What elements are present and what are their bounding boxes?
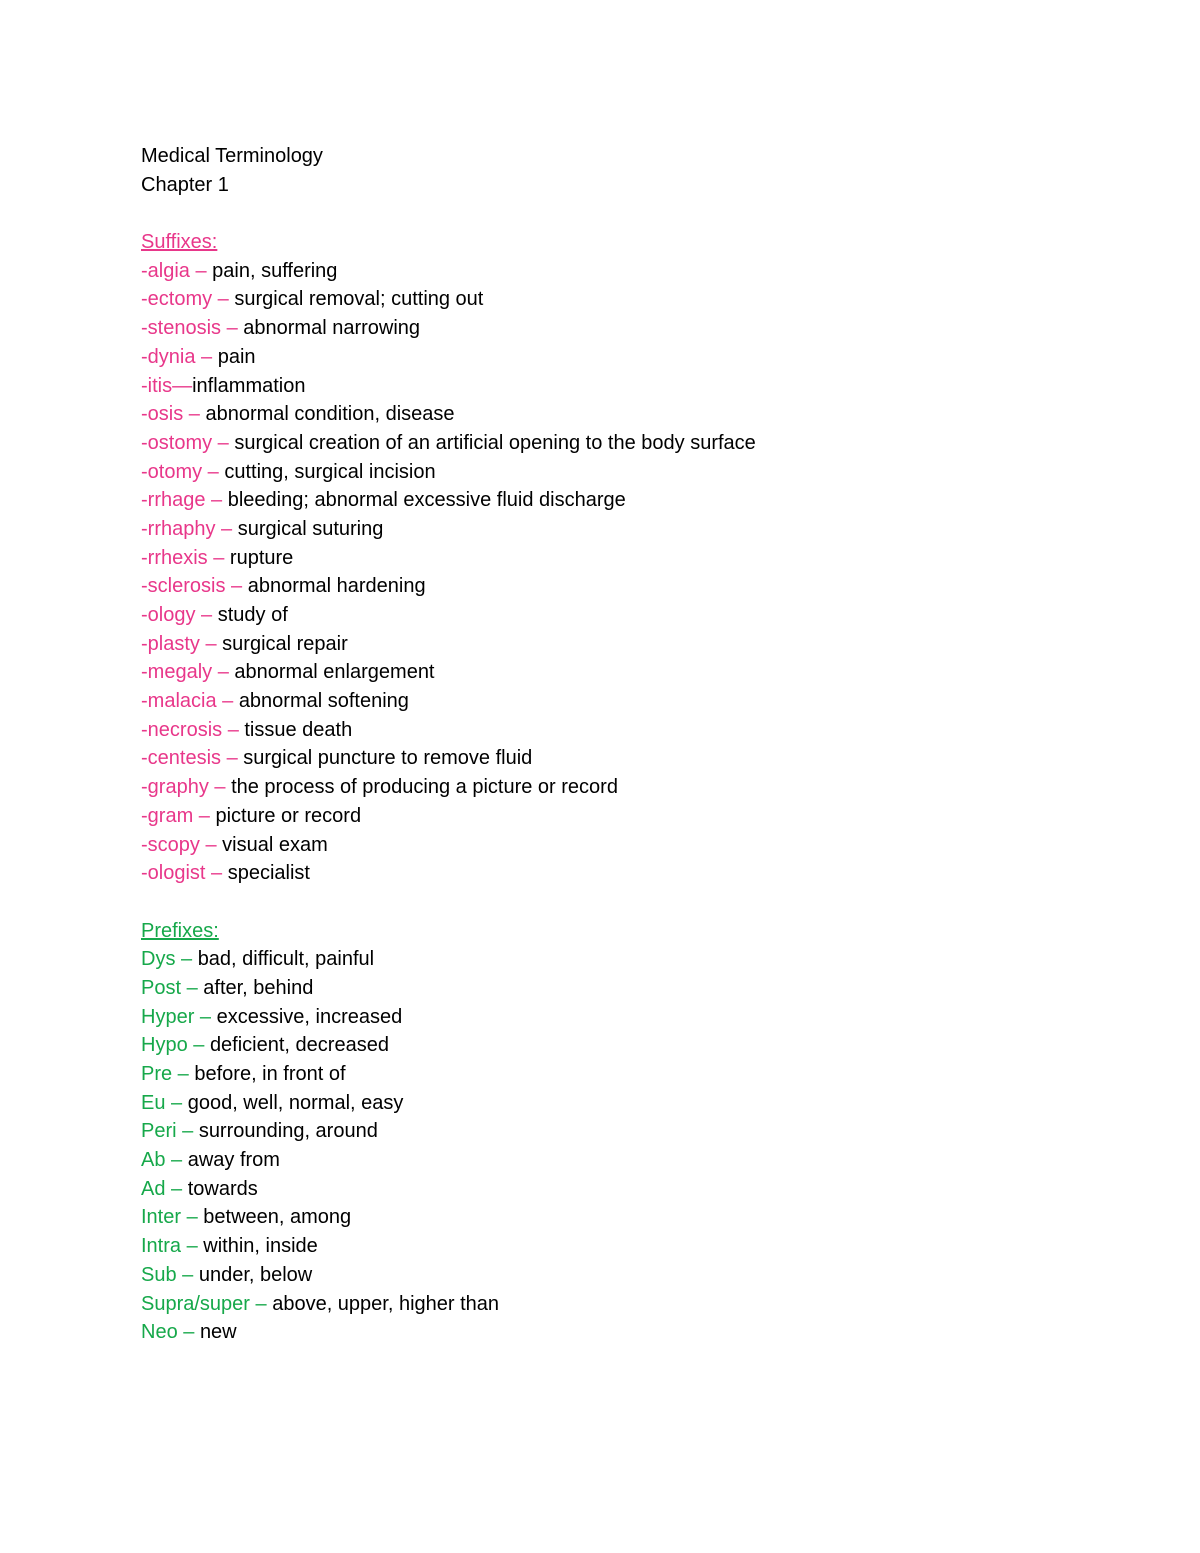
suffix-entry [141,429,1141,458]
suffix-term: -plasty – [141,632,223,655]
suffix-term: -otomy – [141,460,225,483]
suffix-term: -centesis – [141,747,244,770]
suffix-definition: inflammation [192,374,306,397]
prefix-definition: bad, difficult, painful [197,948,375,971]
suffix-list [141,257,1141,888]
suffix-definition: pain, suffering [212,259,338,282]
prefix-term: Hypo – [141,1034,210,1057]
suffix-entry [141,630,1141,659]
prefix-term: Inter – [141,1206,204,1229]
prefix-definition: after, behind [203,976,314,999]
suffix-entry [141,372,1141,401]
prefix-term: Supra/super – [141,1292,273,1315]
suffix-term: -algia – [141,259,213,282]
suffix-entry [141,314,1141,343]
prefix-term: Eu – [141,1091,188,1114]
prefix-definition: deficient, decreased [209,1034,389,1057]
prefix-entry [141,1117,1141,1146]
suffix-definition: bleeding; abnormal excessive fluid discharge [227,489,626,512]
suffix-term: -dynia – [141,345,218,368]
suffix-term: -itis— [141,374,193,397]
suffix-term: -necrosis – [141,718,245,741]
document-page [141,142,1141,1347]
suffix-entry [141,257,1141,286]
prefix-definition: under, below [198,1263,313,1286]
suffix-definition: abnormal enlargement [234,661,435,684]
suffix-entry [141,687,1141,716]
suffix-term: -ology – [141,604,218,626]
prefixes-heading: Prefixes: [141,919,219,942]
suffix-definition: picture or record [215,804,362,827]
prefix-term: Pre – [141,1063,195,1085]
suffix-entry [141,802,1141,831]
suffix-definition: surgical puncture to remove fluid [243,747,533,770]
prefix-definition: good, well, normal, easy [187,1091,404,1114]
suffix-term: -rrhage – [141,489,228,512]
prefix-entry [141,1146,1141,1175]
prefix-entry [141,1261,1141,1290]
suffix-entry [141,544,1141,573]
suffix-term: -rrhexis – [141,546,230,569]
suffix-entry [141,486,1141,515]
prefix-term: Ad – [141,1177,188,1200]
prefix-definition: towards [187,1177,258,1200]
prefix-definition: surrounding, around [198,1120,378,1143]
suffix-definition: pain [217,345,256,368]
suffix-term: -sclerosis – [141,575,248,598]
prefix-term: Hyper – [141,1005,217,1028]
prefix-definition: excessive, increased [216,1005,403,1028]
prefix-definition: away from [187,1149,280,1172]
prefix-entry [141,1232,1141,1261]
prefix-term: Ab – [141,1149,188,1172]
suffix-entry [141,400,1141,429]
suffix-term: -graphy – [141,776,232,799]
prefix-term: Dys – [141,948,198,971]
spacer [141,199,1141,228]
prefix-entry [141,945,1141,974]
suffix-entry [141,658,1141,687]
suffix-definition: abnormal condition, disease [205,403,455,426]
suffixes-heading: Suffixes: [141,231,218,254]
suffix-term: -malacia – [141,690,239,713]
suffix-term: -scopy – [141,833,223,856]
prefix-definition: within, inside [203,1235,318,1258]
suffix-entry [141,859,1141,888]
prefix-definition: new [199,1321,237,1344]
suffix-term: -ologist – [141,862,228,885]
prefix-term: Peri – [141,1120,199,1143]
prefix-definition: above, upper, higher than [272,1292,500,1315]
prefix-term: Neo – [141,1321,200,1344]
suffix-entry [141,515,1141,544]
suffix-term: -stenosis – [141,317,244,340]
suffix-definition: abnormal softening [238,690,409,713]
suffix-definition: specialist [227,862,310,885]
prefix-entry [141,1175,1141,1204]
suffix-entry [141,716,1141,745]
prefix-entry [141,1203,1141,1232]
suffix-definition: visual exam [222,833,328,856]
suffix-definition: rupture [229,546,294,569]
document-title: Medical Terminology [141,145,323,167]
prefix-entry [141,1060,1141,1089]
prefix-term: Post – [141,976,204,999]
prefix-entry [141,1290,1141,1319]
chapter-label: Chapter 1 [141,173,229,196]
prefix-list [141,945,1141,1347]
suffix-term: -osis – [141,403,206,426]
suffix-definition: surgical repair [222,632,348,655]
suffix-entry [141,285,1141,314]
prefix-entry [141,1318,1141,1347]
suffix-definition: study of [217,604,288,626]
prefix-entry [141,1031,1141,1060]
suffix-entry [141,343,1141,372]
prefix-entry [141,1003,1141,1032]
suffix-definition: surgical removal; cutting out [234,288,484,311]
suffix-term: -ectomy – [141,288,235,311]
prefix-entry [141,974,1141,1003]
suffix-definition: abnormal narrowing [243,317,421,340]
suffix-entry [141,831,1141,860]
prefix-definition: before, in front of [194,1063,346,1085]
suffix-definition: cutting, surgical incision [224,460,436,483]
suffix-entry [141,572,1141,601]
suffix-definition: the process of producing a picture or record [231,776,618,799]
suffix-term: -megaly – [141,661,235,684]
suffix-definition: abnormal hardening [247,575,426,598]
suffix-entry [141,773,1141,802]
suffix-entry [141,601,1141,630]
suffix-term: -rrhaphy – [141,517,238,540]
suffix-definition: surgical suturing [237,517,384,540]
suffix-term: -ostomy – [141,431,235,454]
prefix-entry [141,1089,1141,1118]
suffix-definition: tissue death [244,718,353,741]
suffix-entry [141,744,1141,773]
suffix-entry [141,458,1141,487]
prefix-definition: between, among [203,1206,352,1229]
prefix-term: Sub – [141,1263,199,1286]
suffix-definition: surgical creation of an artificial opening to the body surface [234,431,756,454]
prefix-term: Intra – [141,1235,204,1258]
suffix-term: -gram – [141,804,216,827]
spacer [141,888,1141,917]
